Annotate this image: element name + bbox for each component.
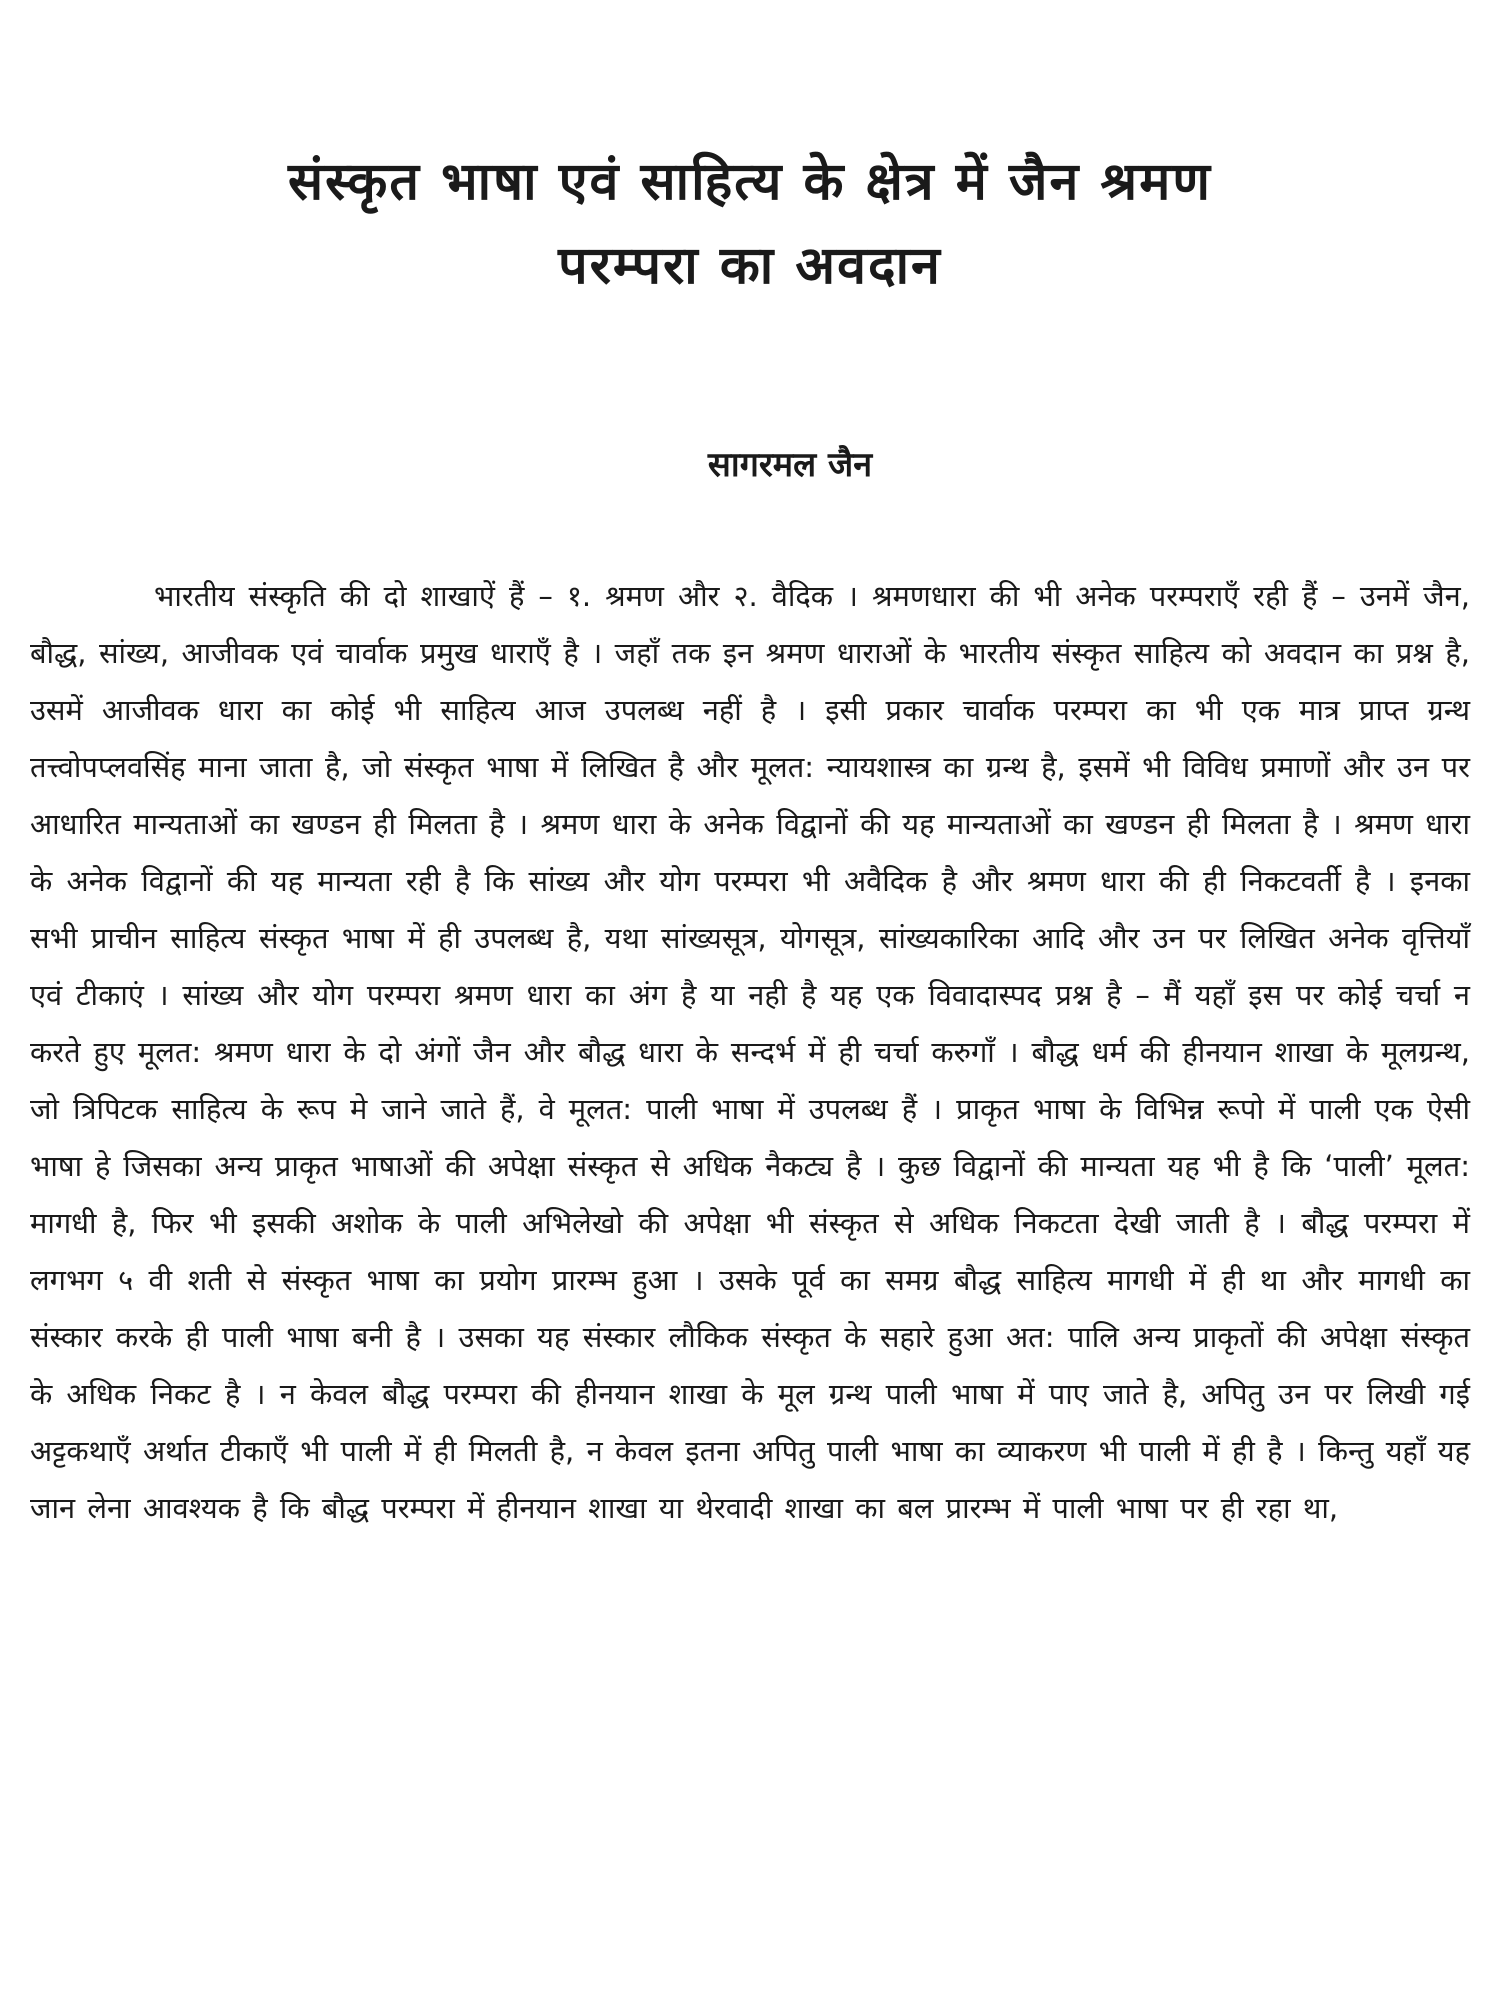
title-line-1: संस्कृत भाषा एवं साहित्य के क्षेत्र में जैन श्रमण	[288, 152, 1212, 212]
author-name: सागरमल जैन	[707, 445, 873, 485]
document-page	[30, 120, 1470, 1566]
body-paragraph: भारतीय संस्कृति की दो शाखाऐं हैं – १. श्रमण और २. वैदिक । श्रमणधारा की भी अनेक परम्पराएँ रही हैं – उनमें जैन, बौद्ध, सांख्य, आजीवक एवं चार्वाक प्रमुख धाराएँ है । जहाँ तक इन श्रमण धाराओं के भारतीय संस्कृत साहित्य को अवदान का प्रश्न है, उसमें आजीवक धारा का कोई भी साहित्य आज उपलब्ध नहीं है । इसी प्रकार चार्वाक परम्परा का भी एक मात्र प्राप्त ग्रन्थ तत्त्वोपप्लवसिंह माना जाता है, जो संस्कृत भाषा में लिखित है और मूलत: न्यायशास्त्र का ग्रन्थ है, इसमें भी विविध प्रमाणों और उन पर आधारित मान्यताओं का खण्डन ही मिलता है । श्रमण धारा के अनेक विद्वानों की यह मान्यताओं का खण्डन ही मिलता है । श्रमण धारा के अनेक विद्वानों की यह मान्यता रही है कि सांख्य और योग परम्परा भी अवैदिक है और श्रमण धारा की ही निकटवर्ती है । इनका सभी प्राचीन साहित्य संस्कृत भाषा में ही उपलब्ध है, यथा सांख्यसूत्र, योगसूत्र, सांख्यकारिका आदि और उन पर लिखित अनेक वृत्तियाँ एवं टीकाएं । सांख्य और योग परम्परा श्रमण धारा का अंग है या नही है यह एक विवादास्पद प्रश्न है – मैं यहाँ इस पर कोई चर्चा न करते हुए मूलत: श्रमण धारा के दो अंगों जैन और बौद्ध धारा के सन्दर्भ में ही चर्चा करुगाँ । बौद्ध धर्म की हीनयान शाखा के मूलग्रन्थ, जो त्रिपिटक साहित्य के रूप मे जाने जाते हैं, वे मूलत: पाली भाषा में उपलब्ध हैं । प्राकृत भाषा के विभिन्न रूपो में पाली एक ऐसी भाषा हे जिसका अन्य प्राकृत भाषाओं की अपेक्षा संस्कृत से अधिक नैकट्य है । कुछ विद्वानों की मान्यता यह भी है कि ‘पाली’ मूलत: मागधी है, फिर भी इसकी अशोक के पाली अभिलेखो की अपेक्षा भी संस्कृत से अधिक निकटता देखी जाती है । बौद्ध परम्परा में लगभग ५ वी शती से संस्कृत भाषा का प्रयोग प्रारम्भ हुआ । उसके पूर्व का समग्र बौद्ध साहित्य मागधी में ही था और मागधी का संस्कार करके ही पाली भाषा बनी है । उसका यह संस्कार लौकिक संस्कृत के सहारे हुआ अत: पालि अन्य प्राकृतों की अपेक्षा संस्कृत के अधिक निकट है । न केवल बौद्ध परम्परा की हीनयान शाखा के मूल ग्रन्थ पाली भाषा में पाए जाते है, अपितु उन पर लिखी गई अट्टकथाएँ अर्थात टीकाएँ भी पाली में ही मिलती है, न केवल इतना अपितु पाली भाषा का व्याकरण भी पाली में ही है । किन्तु यहाँ यह जान लेना आवश्यक है कि बौद्ध परम्परा में हीनयान शाखा या थेरवादी शाखा का बल प्रारम्भ में पाली भाषा पर ही रहा था,	[30, 579, 1470, 1525]
document-title	[30, 120, 1470, 308]
title-line-2: परम्परा का अवदान	[558, 236, 942, 296]
